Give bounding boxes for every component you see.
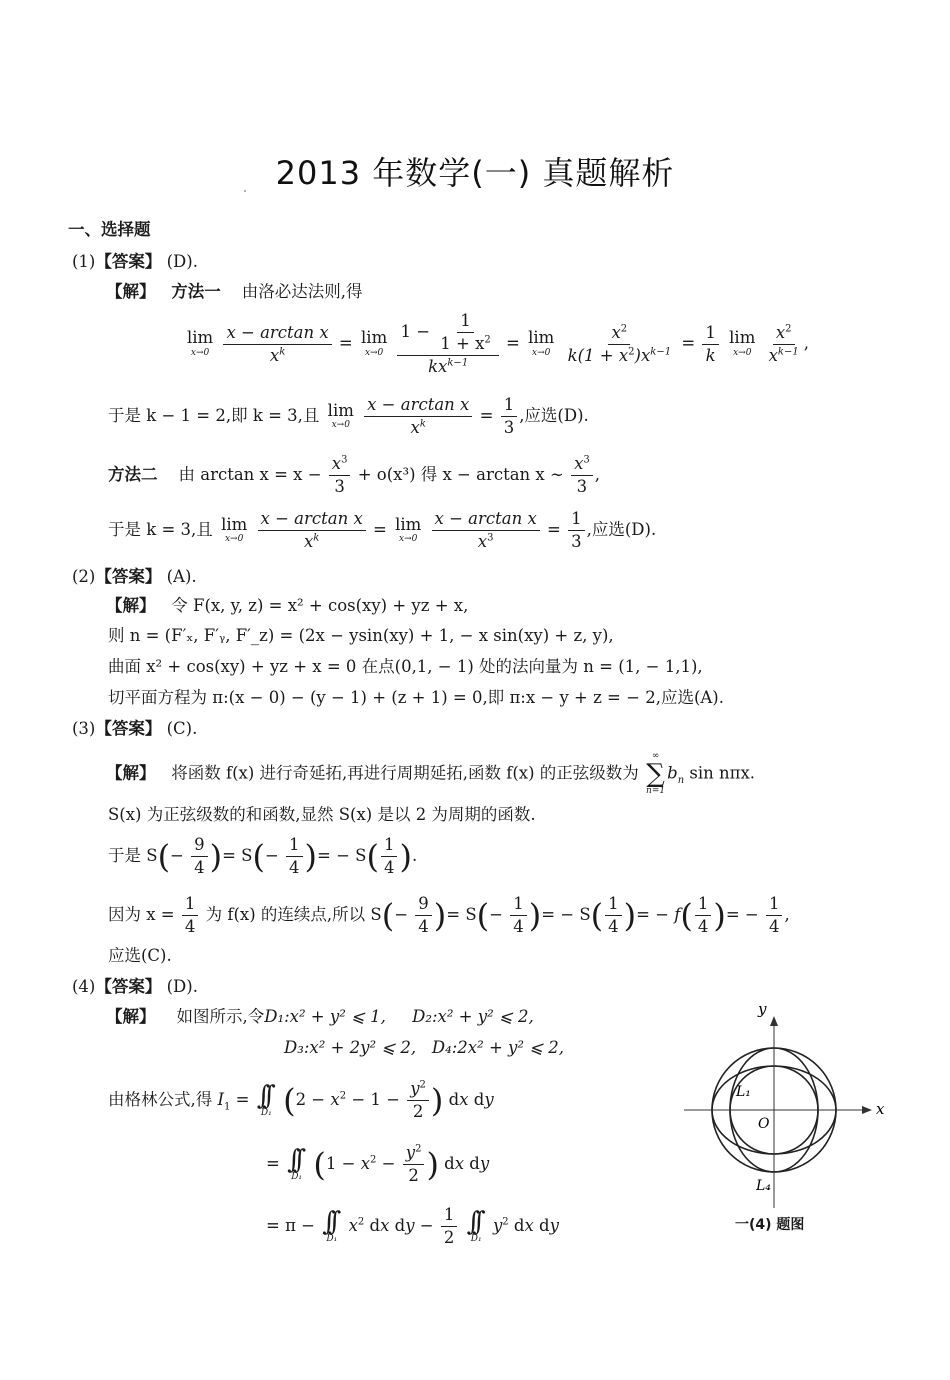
svg-text:O: O <box>758 1116 770 1132</box>
problem-2-answer-line: (2)【答案】 (A). <box>72 567 197 586</box>
svg-text:x: x <box>876 1100 885 1118</box>
problem-4-line-1: 【解】 如图所示,令D₁:x² + y² ⩽ 1, D₂:x² + y² ⩽ 2, <box>106 1007 534 1026</box>
fraction: $\frac{x^2}{k(1 + x^2)x^{k-1}}$ <box>567 322 672 365</box>
problem-3-line-2: S(x) 为正弦级数的和函数,显然 S(x) 是以 2 为周期的函数. <box>108 805 536 824</box>
svg-text:y: y <box>758 1000 767 1018</box>
coefficient-fraction: $\frac{1}{k}$ <box>702 324 719 365</box>
equation-lhopital: lim x→0 $\frac{\text{x − arctan x}}{x^k}$ = lim x→0 1 − $\frac{1}{1 + x^2}$ $kx^{k-1}$ = lim x→0 $\frac{x^2}{k(1 + x^2)x^{k-1}}$ = $\frac{1}{k}$ lim x→0 $\frac{x^2}{x^{k-1}}$ , <box>187 311 809 377</box>
method-2-line: 方法二 由 arctan x = x − $\frac{x^3}{3}$ + o(x³) 得 x − arctan x ∼ $\frac{x^3}{3}$ , <box>108 454 600 497</box>
page-title: 2013 年数学(一) 真题解析 <box>275 154 675 192</box>
method-2-conclusion: 于是 k = 3,且 lim x→0 $\frac{\text{x − arctan x}}{x^k}$ = lim x→0 $\frac{\text{x − arctan x}}{x^3}$ = $\frac{1}{3}$ ,应选(D). <box>108 509 657 552</box>
problem-2-line-1: 【解】 令 F(x, y, z) = x² + cos(xy) + yz + x, <box>106 596 469 615</box>
limit-operator: lim x→0 <box>528 328 555 358</box>
scan-speck <box>244 190 246 192</box>
solution-label: 【解】 <box>106 282 156 301</box>
limit-operator: lim x→0 <box>729 328 756 358</box>
summation: ∞ ∑ n=1 <box>646 751 666 796</box>
svg-text:L₄: L₄ <box>756 1178 771 1194</box>
problem-3-line-1: 【解】 将函数 f(x) 进行奇延拓,再进行周期延拓,函数 f(x) 的正弦级数为 ∞ ∑ n=1 $b_n$ sin nπx. <box>106 751 756 796</box>
problem-3-line-3: 于是 S(− $\frac{9}{4}$ )= S(− $\frac{1}{4}$ )= − S( $\frac{1}{4}$ ). <box>108 835 418 878</box>
problem-4-line-2: D₃:x² + 2y² ⩽ 2, D₄:2x² + y² ⩽ 2, <box>284 1038 565 1057</box>
problem-2-line-2: 则 n = (F′ₓ, F′ᵧ, F′_z) = (2x − ysin(xy) + 1, − x sin(xy) + z, y), <box>108 626 614 645</box>
figure-caption: 一(4) 题图 <box>735 1217 805 1233</box>
svg-text:L₁: L₁ <box>736 1084 751 1100</box>
fraction: $\frac{x^2}{x^{k-1}}$ <box>768 322 799 365</box>
problem-2-line-3: 曲面 x² + cos(xy) + yz + x = 0 在点(0,1, − 1) 处的法向量为 n = (1, − 1,1), <box>108 657 703 676</box>
problem-1-answer-line <box>72 254 198 271</box>
method-1-label: 方法一 <box>171 282 221 301</box>
x-axis-arrow-icon <box>862 1106 872 1114</box>
region-diagram <box>680 1000 900 1235</box>
y-axis-arrow-icon <box>770 1016 778 1026</box>
section-heading: 一、选择题 <box>68 220 151 239</box>
method-1-conclusion: 于是 k − 1 = 2,即 k = 3,且 lim x→0 $\frac{\text{x − arctan x}}{x^k}$ = $\frac{1}{3}$ ,应选(D). <box>108 395 589 438</box>
problem-4-answer-line: (4)【答案】 (D). <box>72 977 198 996</box>
compound-fraction: 1 − $\frac{1}{1 + x^2}$ $kx^{k-1}$ <box>397 312 498 376</box>
problem-number: (1) <box>72 252 96 271</box>
method-1-intro: 由洛必达法则,得 <box>241 282 363 301</box>
limit-operator: lim x→0 <box>361 328 388 358</box>
answer-label: 【答案】 <box>95 252 162 271</box>
problem-3-line-4: 因为 x = $\frac{1}{4}$ 为 f(x) 的连续点,所以 S(− $\frac{9}{4}$ )= S(− $\frac{1}{4}$ )= − S( $\frac{1}{4}$ )= − f( $\frac{1}{4}$ )= − $\frac{1}{4}$ , <box>108 894 790 937</box>
problem-4-step-2: = ∫∫ D₁ ($1 - x^2$ − $\frac{y^2}{2}$ ) dx dy <box>266 1143 490 1186</box>
fraction: $\frac{\text{x − arctan x}}{x^k}$ <box>223 324 331 365</box>
method-2-label: 方法二 <box>108 465 158 485</box>
limit-operator: lim x→0 <box>187 328 214 358</box>
problem-3-answer-line: (3)【答案】 (C). <box>72 719 198 738</box>
problem-2-line-4: 切平面方程为 π:(x − 0) − (y − 1) + (z + 1) = 0,即 π:x − y + z = − 2,应选(A). <box>108 688 724 707</box>
problem-1-solution-header <box>106 284 362 301</box>
problem-4-green-formula: 由格林公式,得 $I_1$ = ∫∫ D₁ ($2 - x^2 - 1$ − $\frac{y^2}{2}$ ) dx dy <box>108 1079 494 1122</box>
answer-value: (D). <box>166 252 198 271</box>
problem-4-step-3: = π − ∫∫ D₁ $x^2$ dx dy − $\frac{1}{2}$ ∫∫ D₁ $y^2$ dx dy <box>266 1205 559 1248</box>
problem-3-line-5: 应选(C). <box>108 946 172 965</box>
